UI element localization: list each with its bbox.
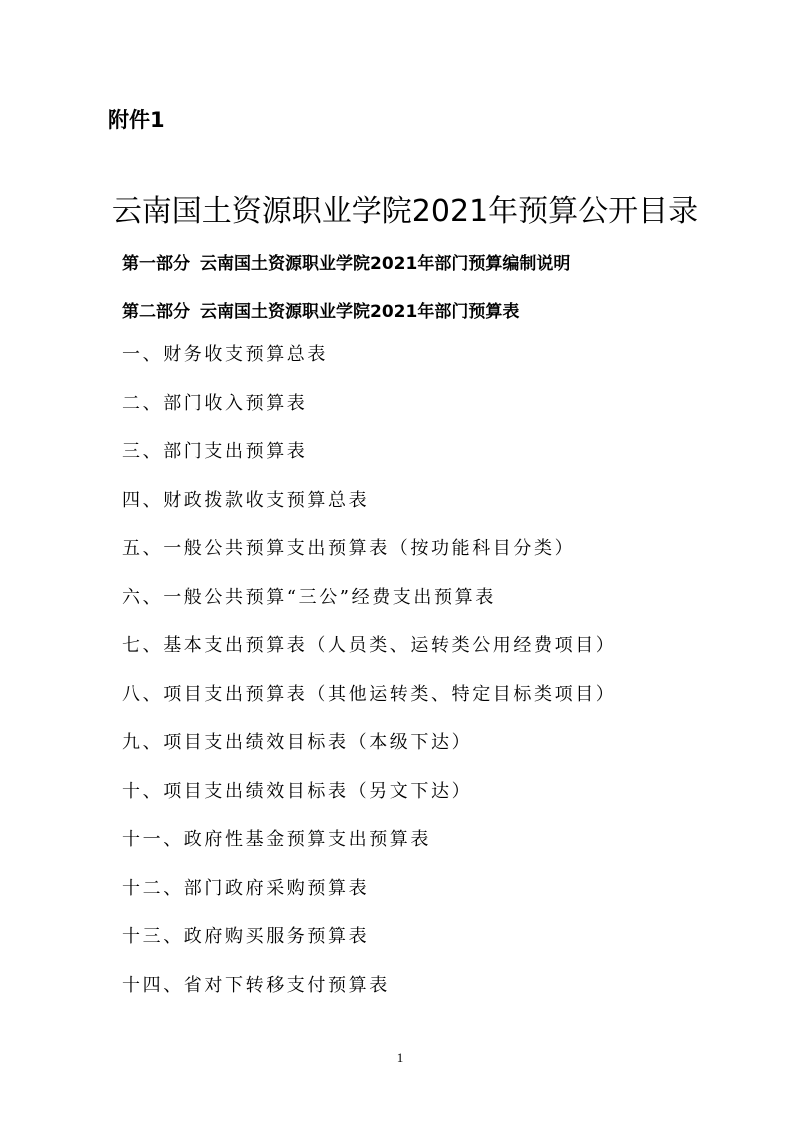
toc-item-2: 二、部门收入预算表 (122, 392, 308, 414)
toc-item-4: 四、财政拨款收支预算总表 (122, 489, 370, 511)
toc-item-6: 六、一般公共预算“三公”经费支出预算表 (122, 586, 496, 608)
table-of-contents (122, 340, 616, 1019)
part-one-text: 云南国土资源职业学院2021年部门预算编制说明 (200, 254, 571, 274)
attachment-label: 附件1 (108, 108, 165, 132)
part-two-label: 第二部分 (122, 302, 190, 322)
part-two-text: 云南国土资源职业学院2021年部门预算表 (200, 302, 520, 322)
toc-item-9: 九、项目支出绩效目标表（本级下达） (122, 732, 473, 753)
part-two-heading (122, 299, 519, 325)
toc-item-14: 十四、省对下转移支付预算表 (122, 974, 390, 996)
toc-item-10: 十、项目支出绩效目标表（另文下达） (122, 780, 473, 802)
toc-item-3: 三、部门支出预算表 (122, 441, 308, 462)
toc-item-1: 一、财务收支预算总表 (122, 344, 328, 365)
toc-item-5: 五、一般公共预算支出预算表（按功能科目分类） (122, 538, 576, 559)
toc-item-7: 七、基本支出预算表（人员类、运转类公用经费项目） (122, 635, 617, 656)
toc-item-8: 八、项目支出预算表（其他运转类、特定目标类项目） (122, 683, 617, 705)
toc-item-11: 十一、政府性基金预算支出预算表 (122, 829, 431, 850)
part-one-heading (122, 251, 570, 277)
toc-item-13: 十三、政府购买服务预算表 (122, 926, 370, 947)
page-number: 1 (396, 1050, 404, 1065)
toc-item-12: 十二、部门政府采购预算表 (122, 877, 370, 899)
part-one-label: 第一部分 (122, 254, 190, 274)
document-title: 云南国土资源职业学院2021年预算公开目录 (111, 194, 699, 229)
